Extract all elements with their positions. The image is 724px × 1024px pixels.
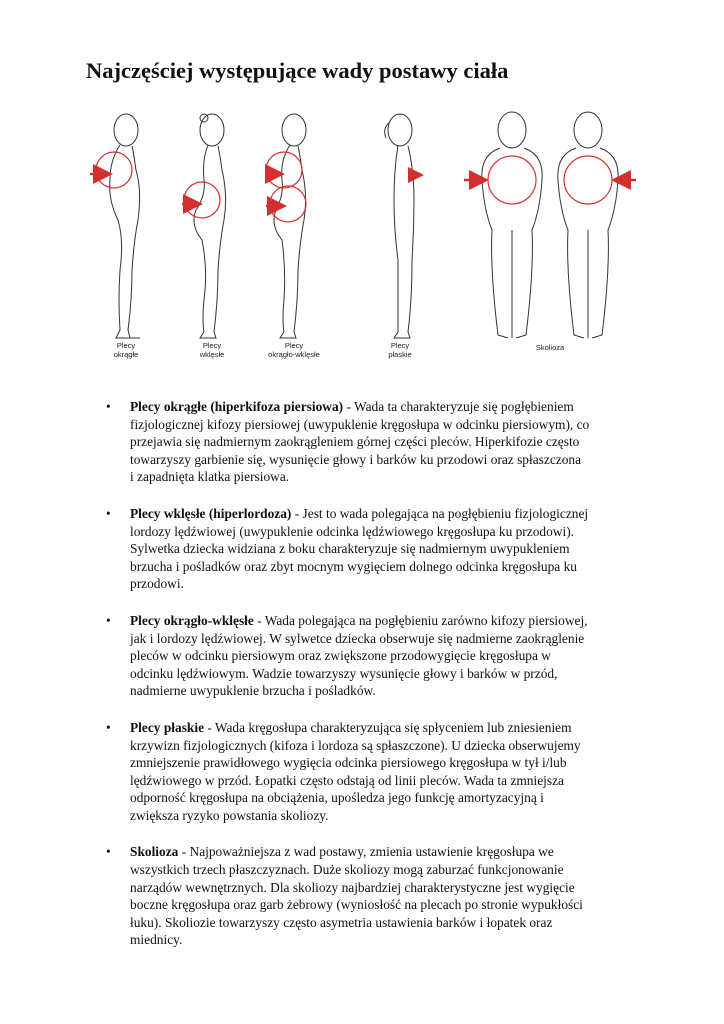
posture-defects-list (106, 398, 626, 968)
posture-illustration (80, 100, 650, 370)
figure-scoliosis (464, 112, 636, 338)
figure-round-hollow-back (266, 114, 306, 338)
figure-label-2b: wklęsłe (199, 350, 225, 359)
list-item: • Plecy płaskie - Wada kręgosłupa charakteryzująca się spłyceniem lub zniesieniem krzywizn fizjologicznych (kifoza i lordoza są spłaszczone). U dziecka obserwujemy zmniejszenie prawidłowego wygięcia odcinka piersiowego kręgosłupa w tył i/lub lędźwiowego w przód. Łopatki często odstają od linii pleców. Wada ta zmniejsza odporność kręgosłupa na obciążenia, upośledza jego funkcję amortyzacyjną i zwiększa ryzyko powstania skoliozy. (106, 719, 581, 823)
figure-label-1b: okrągłe (113, 350, 139, 359)
item-term: Skolioza (130, 844, 179, 860)
list-item: • Skolioza - Najpoważniejsza z wad postawy, zmienia ustawienie kręgosłupa we wszystkich trzech płaszczyznach. Duże skoliozy mogą zaburzać funkcjonowanie narządów wewnętrznych. Dla skoliozy najbardziej charakterystyczne jest wygięcie boczne kręgosłupa oraz garb żebrowy (wyniosłość na plecach po stronie wypukłości łuku). Skoliozie towarzyszy często asymetria ustawienia barków i łopatek oraz miednicy. (106, 844, 583, 948)
figure-rounded-back (90, 114, 140, 338)
list-item: • Plecy okrągło-wklęsłe - Wada polegająca na pogłębieniu zarówno kifozy piersiowej, jak i lordozy lędźwiowej. W sylwetce dziecka obserwuje się nadmierne zaokrąglenie pleców w odcinku piersiowym oraz zwiększone przodowygięcie kręgosłupa w odcinku lędźwiowym. Wadzie towarzyszy wysunięcie głowy i barków w przód, nadmierne uwypuklenie brzucha i pośladków. (106, 612, 588, 699)
page-title: Najczęściej występujące wady postawy ciała (86, 58, 509, 83)
list-item: • Plecy okrągłe (hiperkifoza piersiowa) - Wada ta charakteryzuje się pogłębieniem fizjologicznej kifozy piersiowej (uwypuklenie kręgosłupa w odcinku piersiowym), co przejawia się nadmiernym zaokrągleniem górnej części pleców. Hiperkifozie często towarzyszy garbienie się, wysunięcie głowy i barków ku przodowi oraz spłaszczona i zapadnięta klatka piersiowa. (106, 399, 590, 485)
figure-hollow-back (182, 114, 226, 338)
item-term: Plecy okrągłe (hiperkifoza piersiowa) (130, 399, 344, 414)
figure-label-1a: Plecy (116, 341, 136, 350)
item-term: Plecy wklęsłe (hiperlordoza) (130, 505, 292, 521)
figure-label-4b: płaskie (388, 350, 412, 359)
item-term: Plecy płaskie (130, 719, 205, 735)
list-item: • Plecy wklęsłe (hiperlordoza) - Jest to wada polegająca na pogłębieniu fizjologicznej lordozy lędźwiowej (uwypuklenie odcinka lędźwiowego kręgosłupa ku przodowi). Sylwetka dziecka widziana z boku charakteryzuje się nadmiernym uwypukleniem brzucha i pośladków oraz zbyt mocnym wygięciem dolnego odcinka kręgosłupa ku przodowi. (106, 505, 589, 592)
item-term: Plecy okrągło-wklęsłe (130, 612, 254, 628)
figure-flat-back (385, 114, 420, 338)
figure-label-2a: Plecy (202, 341, 222, 350)
figure-label-3a: Plecy (284, 341, 304, 350)
figure-label-3b: okrągło-wklęsłe (268, 350, 320, 359)
figure-label-4a: Plecy (390, 341, 410, 350)
figure-label-5: Skolioza (535, 343, 565, 352)
